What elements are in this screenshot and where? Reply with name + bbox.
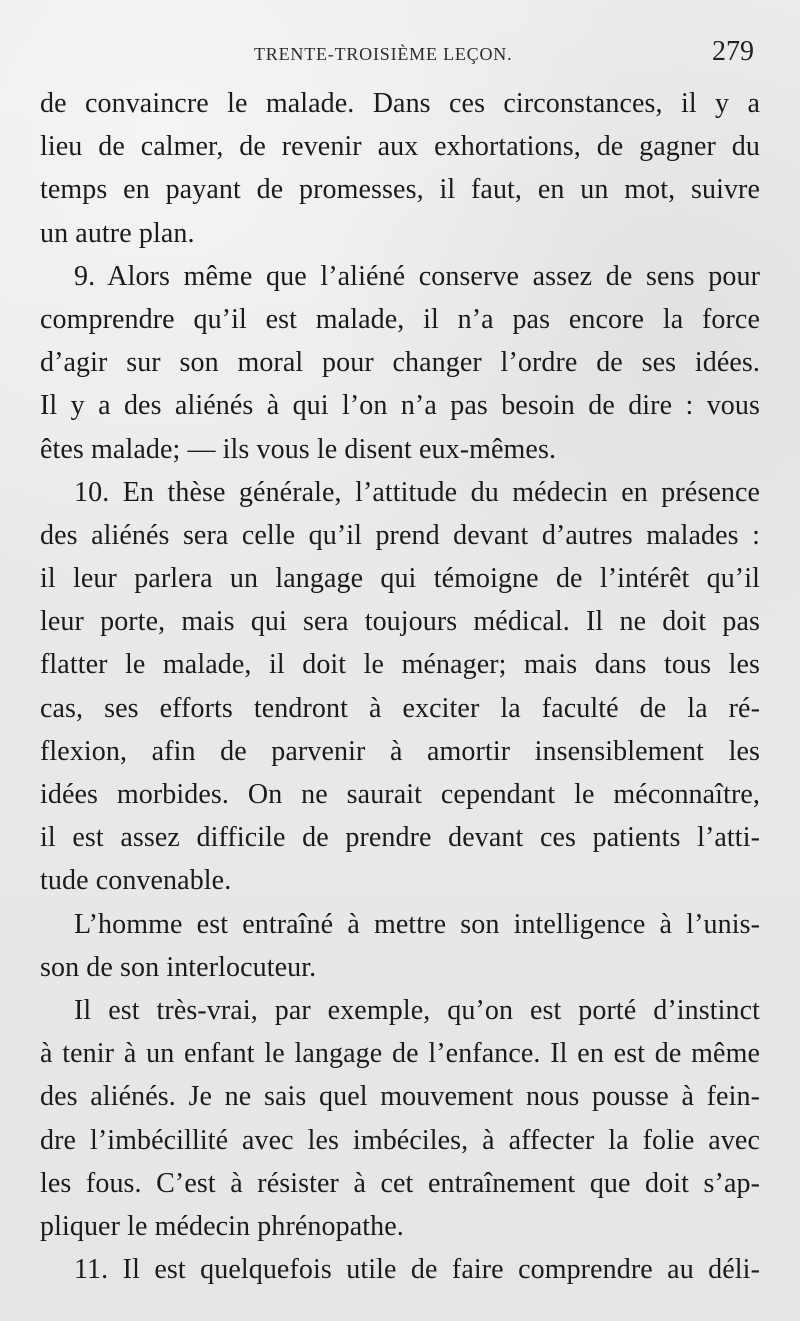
- text-line: temps en payant de promesses, il faut, en un mot, suivre: [40, 174, 760, 206]
- text-line: cas, ses efforts tendront à exciter la faculté de la ré-: [40, 692, 760, 724]
- text-line: dre l’imbécillité avec les imbéciles, à affecter la folie avec: [40, 1124, 760, 1156]
- text-line: des aliénés sera celle qu’il prend devant d’autres malades :: [40, 519, 760, 551]
- text-line: à tenir à un enfant le langage de l’enfance. Il en est de même: [40, 1038, 760, 1070]
- text-line: leur porte, mais qui sera toujours médical. Il ne doit pas: [40, 606, 760, 638]
- text-line: il leur parlera un langage qui témoigne de l’intérêt qu’il: [40, 563, 760, 595]
- paragraph-9-line: 9. Alors même que l’aliéné conserve assez de sens pour: [74, 260, 760, 292]
- text-line: êtes malade; — ils vous le disent eux-mêmes.: [40, 433, 557, 465]
- text-line: il est assez difficile de prendre devant ces patients l’atti-: [40, 822, 760, 854]
- text-line: Il y a des aliénés à qui l’on n’a pas besoin de dire : vous: [40, 390, 760, 422]
- text-line: idées morbides. On ne saurait cependant le méconnaître,: [40, 779, 760, 810]
- text-line: tude convenable.: [40, 865, 232, 897]
- text-line: flexion, afin de parvenir à amortir insensiblement les: [40, 735, 760, 767]
- text-line: des aliénés. Je ne sais quel mouvement nous pousse à fein-: [40, 1081, 760, 1113]
- text-line: comprendre qu’il est malade, il n’a pas encore la force: [40, 303, 760, 335]
- text-line: flatter le malade, il doit le ménager; mais dans tous les: [40, 649, 760, 681]
- body-text: [40, 82, 760, 1291]
- text-line: de convaincre le malade. Dans ces circonstances, il y a: [40, 88, 760, 119]
- paragraph-10-line: 10. En thèse générale, l’attitude du médecin en présence: [74, 476, 760, 508]
- paragraph-line: L’homme est entraîné à mettre son intelligence à l’unis-: [74, 908, 760, 940]
- text-line: pliquer le médecin phrénopathe.: [40, 1210, 404, 1242]
- text-line: son de son interlocuteur.: [40, 951, 317, 983]
- paragraph-line: Il est très-vrai, par exemple, qu’on est porté d’instinct: [74, 994, 760, 1026]
- paragraph-11-line: 11. Il est quelquefois utile de faire comprendre au déli-: [74, 1254, 760, 1286]
- text-line: lieu de calmer, de revenir aux exhortations, de gagner du: [40, 131, 760, 163]
- running-head: TRENTE-TROISIÈME LEÇON.: [254, 44, 513, 64]
- text-line: un autre plan.: [40, 217, 195, 249]
- page-header: [0, 36, 800, 70]
- text-line: d’agir sur son moral pour changer l’ordre de ses idées.: [40, 347, 760, 379]
- text-line: les fous. C’est à résister à cet entraînement que doit s’ap-: [40, 1167, 760, 1199]
- page-number: 279: [712, 36, 754, 67]
